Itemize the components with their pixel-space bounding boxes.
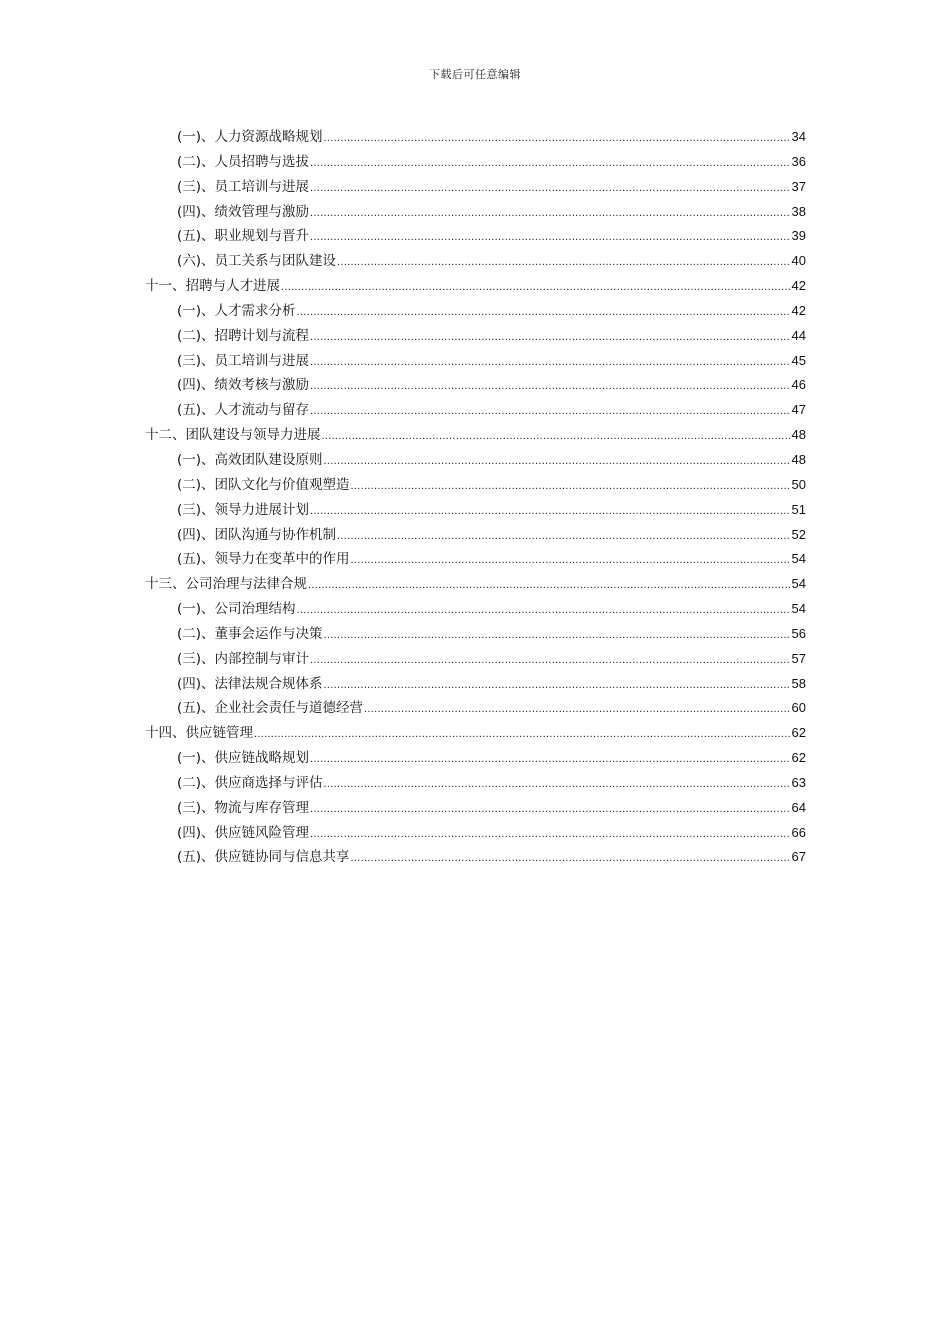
toc-entry-title: (三)、员工培训与进展 bbox=[177, 352, 310, 369]
toc-page-number: 45 bbox=[791, 352, 806, 368]
toc-dot-leader bbox=[308, 573, 791, 598]
toc-entry-title: (四)、供应链风险管理 bbox=[177, 824, 310, 841]
toc-page-number: 66 bbox=[791, 824, 806, 840]
toc-entry-title: (五)、领导力在变革中的作用 bbox=[177, 551, 350, 568]
toc-dot-leader bbox=[310, 225, 790, 250]
toc-dot-leader bbox=[310, 374, 790, 399]
toc-dot-leader bbox=[310, 176, 790, 201]
toc-dot-leader bbox=[310, 822, 790, 847]
toc-entry-title: (六)、员工关系与团队建设 bbox=[177, 253, 337, 270]
toc-entry-title: (二)、供应商选择与评估 bbox=[177, 774, 323, 791]
toc-dot-leader bbox=[310, 350, 790, 375]
toc-entry-title: (四)、法律法规合规体系 bbox=[177, 675, 323, 692]
toc-entry-title: (三)、物流与库存管理 bbox=[177, 799, 310, 816]
toc-page-number: 42 bbox=[791, 302, 806, 318]
toc-entry-title: (一)、公司治理结构 bbox=[177, 601, 296, 618]
toc-entry-title: 十四、供应链管理 bbox=[145, 725, 253, 742]
toc-page-number: 52 bbox=[791, 526, 806, 542]
toc-chapter-entry[interactable] bbox=[145, 274, 806, 299]
toc-section-entry[interactable] bbox=[145, 696, 806, 721]
toc-dot-leader bbox=[364, 697, 790, 722]
toc-page-number: 62 bbox=[791, 750, 806, 766]
toc-dot-leader bbox=[337, 250, 790, 275]
toc-section-entry[interactable] bbox=[145, 448, 806, 473]
toc-entry-title: (一)、人力资源战略规划 bbox=[177, 129, 323, 145]
toc-page-number: 36 bbox=[791, 153, 806, 169]
toc-page-number: 37 bbox=[791, 178, 806, 194]
toc-page-number: 44 bbox=[791, 327, 806, 343]
toc-entry-title: (二)、招聘计划与流程 bbox=[177, 327, 310, 344]
toc-dot-leader bbox=[310, 648, 790, 673]
toc-chapter-entry[interactable] bbox=[145, 572, 806, 597]
toc-page-number: 39 bbox=[791, 228, 806, 244]
toc-entry-title: (五)、职业规划与晋升 bbox=[177, 228, 310, 245]
toc-section-entry[interactable] bbox=[145, 175, 806, 200]
toc-section-entry[interactable] bbox=[145, 200, 806, 225]
toc-section-entry[interactable] bbox=[145, 622, 806, 647]
toc-dot-leader bbox=[310, 325, 790, 350]
toc-entry-title: (四)、绩效管理与激励 bbox=[177, 203, 310, 220]
toc-section-entry[interactable] bbox=[145, 498, 806, 523]
toc-chapter-entry[interactable] bbox=[145, 721, 806, 746]
toc-dot-leader bbox=[310, 797, 790, 822]
toc-section-entry[interactable] bbox=[145, 845, 806, 870]
toc-section-entry[interactable] bbox=[145, 299, 806, 324]
toc-dot-leader bbox=[310, 747, 790, 772]
toc-entry-title: (三)、内部控制与审计 bbox=[177, 650, 310, 667]
table-of-contents bbox=[145, 125, 806, 870]
toc-entry-title: 十一、招聘与人才进展 bbox=[145, 278, 280, 295]
toc-dot-leader bbox=[324, 772, 791, 797]
toc-section-entry[interactable] bbox=[145, 547, 806, 572]
toc-page-number: 60 bbox=[791, 700, 806, 716]
toc-page-number: 47 bbox=[791, 402, 806, 418]
toc-dot-leader bbox=[310, 151, 790, 176]
toc-entry-title: (一)、高效团队建设原则 bbox=[177, 451, 323, 468]
toc-section-entry[interactable] bbox=[145, 349, 806, 374]
toc-section-entry[interactable] bbox=[145, 821, 806, 846]
toc-dot-leader bbox=[324, 623, 791, 648]
toc-dot-leader bbox=[254, 722, 791, 747]
toc-dot-leader bbox=[351, 474, 791, 499]
toc-dot-leader bbox=[310, 201, 790, 226]
header-note: 下载后可任意编辑 bbox=[429, 68, 521, 81]
toc-page-number: 46 bbox=[791, 377, 806, 393]
toc-section-entry[interactable] bbox=[145, 224, 806, 249]
toc-entry-title: (一)、人才需求分析 bbox=[177, 302, 296, 319]
toc-page-number: 63 bbox=[791, 774, 806, 790]
toc-section-entry[interactable] bbox=[145, 249, 806, 274]
toc-dot-leader bbox=[322, 424, 791, 449]
toc-dot-leader bbox=[310, 499, 790, 524]
toc-section-entry[interactable] bbox=[145, 473, 806, 498]
toc-page-number: 62 bbox=[791, 725, 806, 741]
toc-section-entry[interactable] bbox=[145, 373, 806, 398]
toc-page-number: 67 bbox=[791, 849, 806, 865]
toc-section-entry[interactable] bbox=[145, 125, 806, 150]
toc-entry-title: (二)、董事会运作与决策 bbox=[177, 625, 323, 642]
toc-section-entry[interactable] bbox=[145, 324, 806, 349]
toc-section-entry[interactable] bbox=[145, 796, 806, 821]
toc-page-number: 42 bbox=[791, 278, 806, 294]
toc-section-entry[interactable] bbox=[145, 647, 806, 672]
toc-entry-title: (二)、人员招聘与选拔 bbox=[177, 153, 310, 170]
toc-chapter-entry[interactable] bbox=[145, 423, 806, 448]
toc-page-number: 48 bbox=[791, 427, 806, 443]
toc-dot-leader bbox=[324, 126, 791, 151]
toc-entry-title: (五)、企业社会责任与道德经营 bbox=[177, 700, 364, 717]
toc-dot-leader bbox=[297, 300, 791, 325]
toc-section-entry[interactable] bbox=[145, 597, 806, 622]
toc-entry-title: (四)、绩效考核与激励 bbox=[177, 377, 310, 394]
toc-page-number: 54 bbox=[791, 601, 806, 617]
toc-page-number: 40 bbox=[791, 253, 806, 269]
toc-dot-leader bbox=[281, 275, 791, 300]
toc-page-number: 34 bbox=[791, 129, 806, 144]
toc-page-number: 64 bbox=[791, 799, 806, 815]
toc-dot-leader bbox=[351, 846, 791, 871]
toc-page-number: 50 bbox=[791, 476, 806, 492]
toc-dot-leader bbox=[324, 673, 791, 698]
toc-page-number: 54 bbox=[791, 576, 806, 592]
toc-section-entry[interactable] bbox=[145, 672, 806, 697]
toc-dot-leader bbox=[310, 399, 790, 424]
toc-entry-title: 十二、团队建设与领导力进展 bbox=[145, 427, 321, 444]
toc-entry-title: (五)、供应链协同与信息共享 bbox=[177, 849, 350, 866]
toc-entry-title: (二)、团队文化与价值观塑造 bbox=[177, 476, 350, 493]
toc-page-number: 54 bbox=[791, 551, 806, 567]
toc-entry-title: (四)、团队沟通与协作机制 bbox=[177, 526, 337, 543]
toc-entry-title: (三)、领导力进展计划 bbox=[177, 501, 310, 518]
toc-page-number: 38 bbox=[791, 203, 806, 219]
toc-dot-leader bbox=[297, 598, 791, 623]
toc-page-number: 58 bbox=[791, 675, 806, 691]
toc-entry-title: (三)、员工培训与进展 bbox=[177, 178, 310, 195]
toc-section-entry[interactable] bbox=[145, 523, 806, 548]
toc-page-number: 48 bbox=[791, 451, 806, 467]
toc-section-entry[interactable] bbox=[145, 150, 806, 175]
toc-dot-leader bbox=[337, 524, 790, 549]
toc-page-number: 56 bbox=[791, 625, 806, 641]
toc-dot-leader bbox=[324, 449, 791, 474]
toc-page-number: 51 bbox=[791, 501, 806, 517]
toc-entry-title: (五)、人才流动与留存 bbox=[177, 402, 310, 419]
toc-section-entry[interactable] bbox=[145, 398, 806, 423]
toc-page-number: 57 bbox=[791, 650, 806, 666]
toc-entry-title: 十三、公司治理与法律合规 bbox=[145, 576, 307, 593]
toc-section-entry[interactable] bbox=[145, 771, 806, 796]
toc-entry-title: (一)、供应链战略规划 bbox=[177, 750, 310, 767]
toc-dot-leader bbox=[351, 548, 791, 573]
toc-section-entry[interactable] bbox=[145, 746, 806, 771]
